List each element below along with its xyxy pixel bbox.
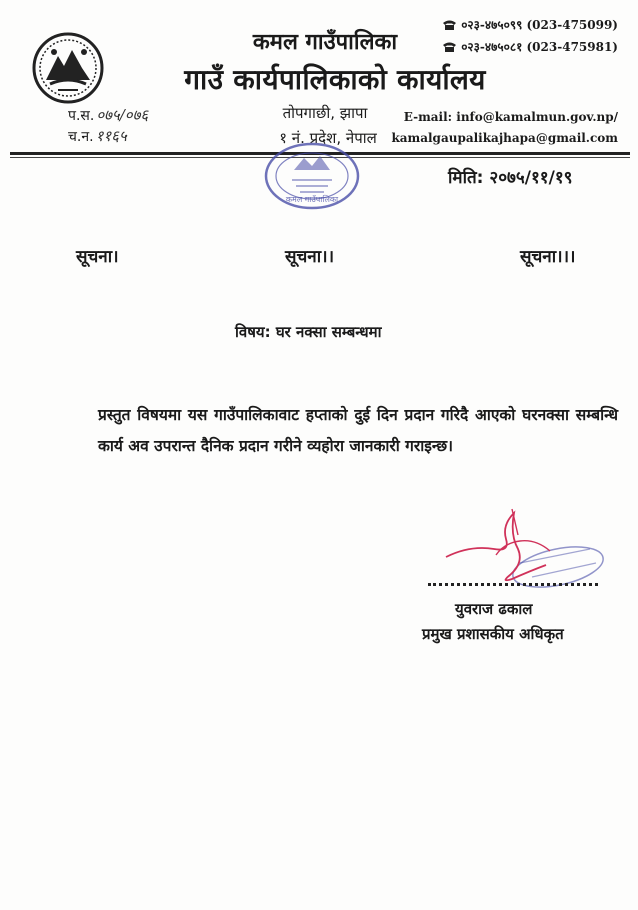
dispatch-label: च.न. [68, 129, 94, 145]
letter-date: मिति: २०७५/११/१९ [448, 168, 573, 188]
telephone-icon [442, 41, 457, 53]
phone-number-1: ०२३-४७५०९९ (023-475099) [461, 18, 618, 32]
municipality-name: कमल गाउँपालिका [252, 30, 398, 55]
phone-line-2 [442, 38, 618, 55]
reference-value: ०७५/०७६ [96, 106, 149, 124]
notice-heading-3: सूचना।।। [520, 247, 576, 267]
address-line-2: १ नं. प्रदेश, नेपाल [279, 129, 377, 147]
dispatch-number [68, 126, 127, 146]
telephone-icon [442, 19, 457, 31]
reference-number [68, 105, 148, 125]
office-stamp [262, 140, 362, 212]
notice-heading-1: सूचना। [76, 247, 119, 267]
nepal-emblem-icon [30, 30, 106, 106]
address-line-1: तोपगाछी, झापा [282, 104, 368, 122]
phone-line-1 [442, 16, 618, 33]
notice-heading-2: सूचना।। [285, 247, 335, 267]
stamp-text: कमल गाउँपालिका [285, 195, 339, 204]
dispatch-value: ११६५ [95, 127, 127, 145]
signature [440, 505, 610, 590]
signer-name: युवराज ढकाल [455, 600, 533, 618]
email-line-1: E-mail: info@kamalmun.gov.np/ [403, 110, 618, 124]
signature-dotted-line [428, 583, 598, 586]
email-line-2: kamalgaupalikajhapa@gmail.com [391, 131, 618, 145]
phone-number-2: ०२३-४७५०८१ (023-475981) [461, 40, 618, 54]
letter-body: प्रस्तुत विषयमा यस गाउँपालिकावाट हप्ताको दुई दिन प्रदान गरिदै आएको घरनक्सा सम्बन्धि कार्य अव उपरान्त दैनिक प्रदान गरीने व्यहोरा जानकारी गराइन्छ। [98, 406, 618, 455]
signer-title: प्रमुख प्रशासकीय अधिकृत [422, 625, 564, 643]
letter-subject: विषय: घर नक्सा सम्बन्धमा [235, 323, 382, 341]
office-name: गाउँ कार्यपालिकाको कार्यालय [184, 63, 486, 96]
reference-label: प.स. [68, 108, 95, 124]
